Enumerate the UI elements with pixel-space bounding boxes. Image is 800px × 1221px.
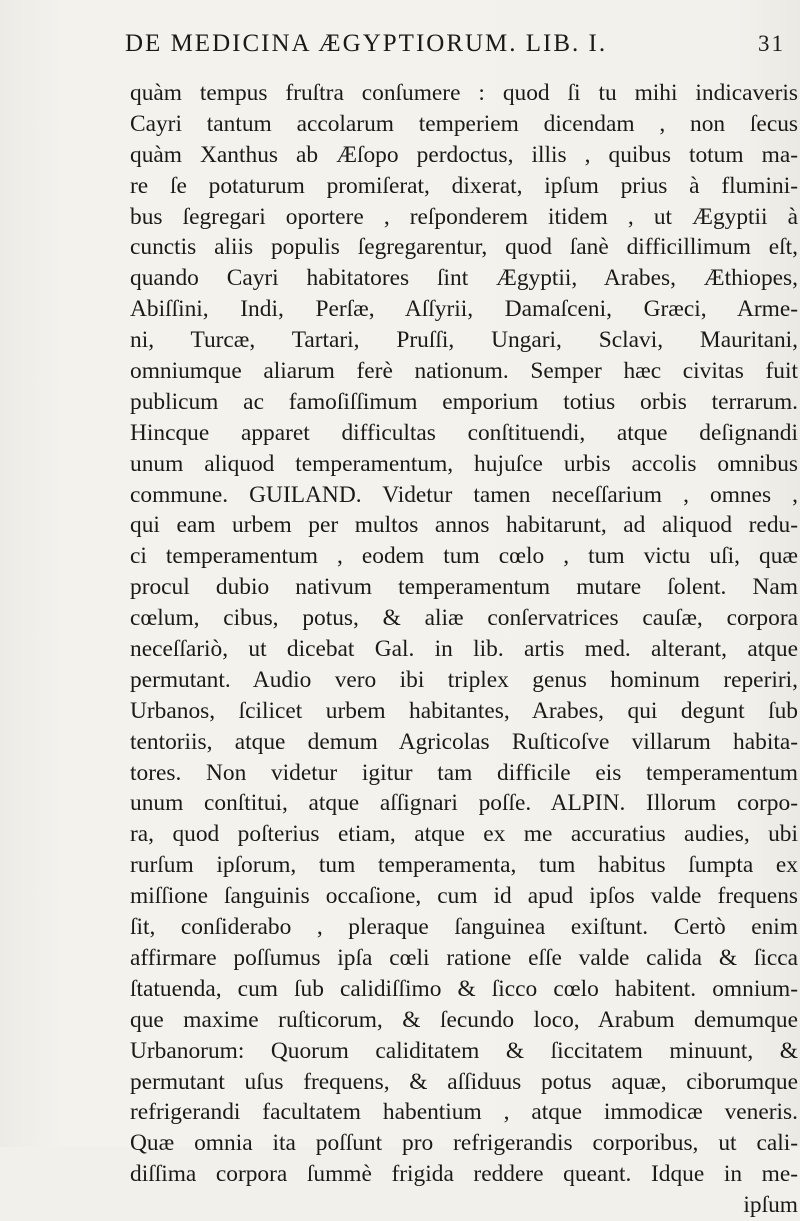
text-line: permutant. Audio vero ibi triplex genus hominum reperiri, [130, 666, 798, 693]
body-text [130, 78, 798, 1221]
text-line: Hincque apparet difficultas conſtituendi, atque deſignandi [130, 419, 798, 446]
text-line: que maxime ruſticorum, & ſecundo loco, Arabum demumque [130, 1006, 798, 1033]
text-line: ſit, conſiderabo , pleraque ſanguinea exiſtunt. Certò enim [130, 914, 798, 941]
text-line: qui eam urbem per multos annos habitarunt, ad aliquod redu- [130, 512, 798, 539]
text-line: quàm tempus fruſtra conſumere : quod ſi tu mihi indicaveris [130, 80, 798, 106]
text-line: unum conſtitui, atque aſſignari poſſe. ALPIN. Illorum corpo- [130, 790, 798, 817]
running-head-title: DE MEDICINA ÆGYPTIORUM. LIB. I. [125, 30, 608, 57]
text-line: ſtatuenda, cum ſub calidiſſimo & ſicco cœlo habitent. omnium- [130, 975, 798, 1002]
text-line: omniumque aliarum ferè nationum. Semper hæc civitas fuit [130, 358, 798, 385]
text-line: diſſima corpora ſummè frigida reddere queant. Idque in me- [130, 1161, 798, 1188]
text-line: bus ſegregari oportere , reſponderem itidem , ut Ægyptii à [130, 203, 798, 230]
page-number: 31 [758, 31, 785, 56]
text-line: miſſione ſanguinis occaſione, cum id apud ipſos valde frequens [130, 883, 798, 910]
text-line: tentoriis, atque demum Agricolas Ruſticoſve villarum habita- [130, 728, 798, 755]
text-line: procul dubio nativum temperamentum mutare ſolent. Nam [130, 574, 798, 601]
text-line: ipſum [743, 1192, 798, 1219]
text-line: cunctis aliis populis ſegregarentur, quod ſanè difficillimum eſt, [130, 234, 798, 261]
text-line: Urbanos, ſcilicet urbem habitantes, Arabes, qui degunt ſub [130, 697, 798, 724]
text-line: refrigerandi facultatem habentium , atque immodicæ veneris. [130, 1099, 798, 1126]
text-line: commune. GUILAND. Videtur tamen neceſſarium , omnes , [130, 481, 798, 508]
text-line: re ſe potaturum promiſerat, dixerat, ipſum prius à flumini- [130, 172, 798, 199]
text-line: Cayri tantum accolarum temperiem dicendam , non ſecus [130, 110, 798, 137]
text-line: affirmare poſſumus ipſa cœli ratione eſſe valde calida & ſicca [130, 944, 798, 971]
text-line: cœlum, cibus, potus, & aliæ conſervatrices cauſæ, corpora [130, 605, 798, 632]
text-line: unum aliquod temperamentum, hujuſce urbis accolis omnibus [130, 450, 798, 477]
text-line: Urbanorum: Quorum caliditatem & ſiccitatem minuunt, & [130, 1037, 798, 1064]
text-line: ni, Turcæ, Tartari, Pruſſi, Ungari, Sclavi, Mauritani, [130, 327, 798, 354]
text-line: publicum ac famoſiſſimum emporium totius orbis terrarum. [130, 388, 798, 415]
text-line: Abiſſini, Indi, Perſæ, Aſſyrii, Damaſceni, Græci, Arme- [130, 296, 798, 323]
text-line: quando Cayri habitatores ſint Ægyptii, Arabes, Æthiopes, [130, 265, 798, 292]
text-line: tores. Non videtur igitur tam difficile eis temperamentum [130, 759, 798, 786]
text-line: rurſum ipſorum, tum temperamenta, tum habitus ſumpta ex [130, 852, 798, 879]
text-line: Quæ omnia ita poſſunt pro refrigerandis corporibus, ut cali- [130, 1130, 798, 1157]
text-line: quàm Xanthus ab Æſopo perdoctus, illis , quibus totum ma- [130, 141, 798, 168]
text-line: ra, quod poſterius etiam, atque ex me accuratius audies, ubi [130, 821, 798, 848]
text-line: permutant uſus frequens, & aſſiduus potus aquæ, ciborumque [130, 1068, 798, 1095]
text-line: neceſſariò, ut dicebat Gal. in lib. artis med. alterant, atque [130, 636, 798, 663]
text-line: ci temperamentum , eodem tum cœlo , tum victu uſi, quæ [130, 543, 798, 570]
running-head [125, 24, 785, 64]
